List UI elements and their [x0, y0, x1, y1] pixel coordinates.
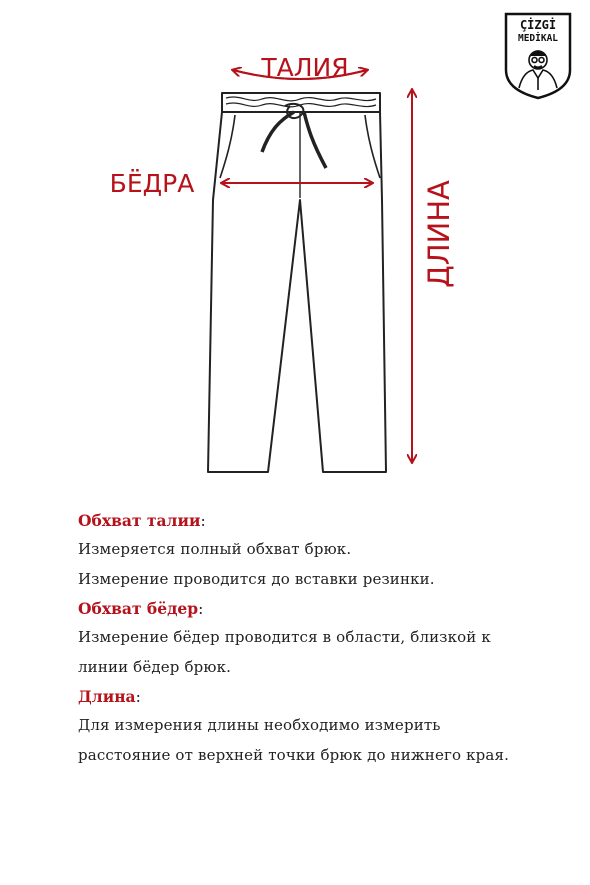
length-section	[78, 684, 558, 770]
waist-section	[78, 508, 558, 594]
section-text: Измерение бёдер проводится в области, близкой к	[78, 628, 491, 646]
section-text: Измерение проводится до вставки резинки.	[78, 570, 435, 588]
svg-text:MEDİKAL: MEDİKAL	[517, 33, 559, 44]
section-text: расстояние от верхней точки брюк до нижнего края.	[78, 746, 509, 764]
length-label: ДЛИНА	[422, 180, 456, 288]
section-text: линии бёдер брюк.	[78, 658, 232, 676]
cizgi-medikal-logo	[503, 12, 573, 100]
hips-label: БЁДРА	[109, 169, 195, 198]
section-text: Для измерения длины необходимо измерить	[78, 716, 441, 734]
section-heading: Длина:	[78, 687, 141, 706]
measurement-instructions	[78, 508, 558, 770]
section-heading: Обхват талии:	[78, 511, 206, 530]
waist-label: ТАЛИЯ	[261, 53, 349, 82]
svg-text:ÇİZGİ: ÇİZGİ	[519, 18, 557, 32]
section-heading: Обхват бёдер:	[78, 599, 204, 618]
section-text: Измеряется полный обхват брюк.	[78, 540, 352, 558]
hips-section	[78, 596, 558, 682]
pants-drawing	[208, 93, 386, 472]
